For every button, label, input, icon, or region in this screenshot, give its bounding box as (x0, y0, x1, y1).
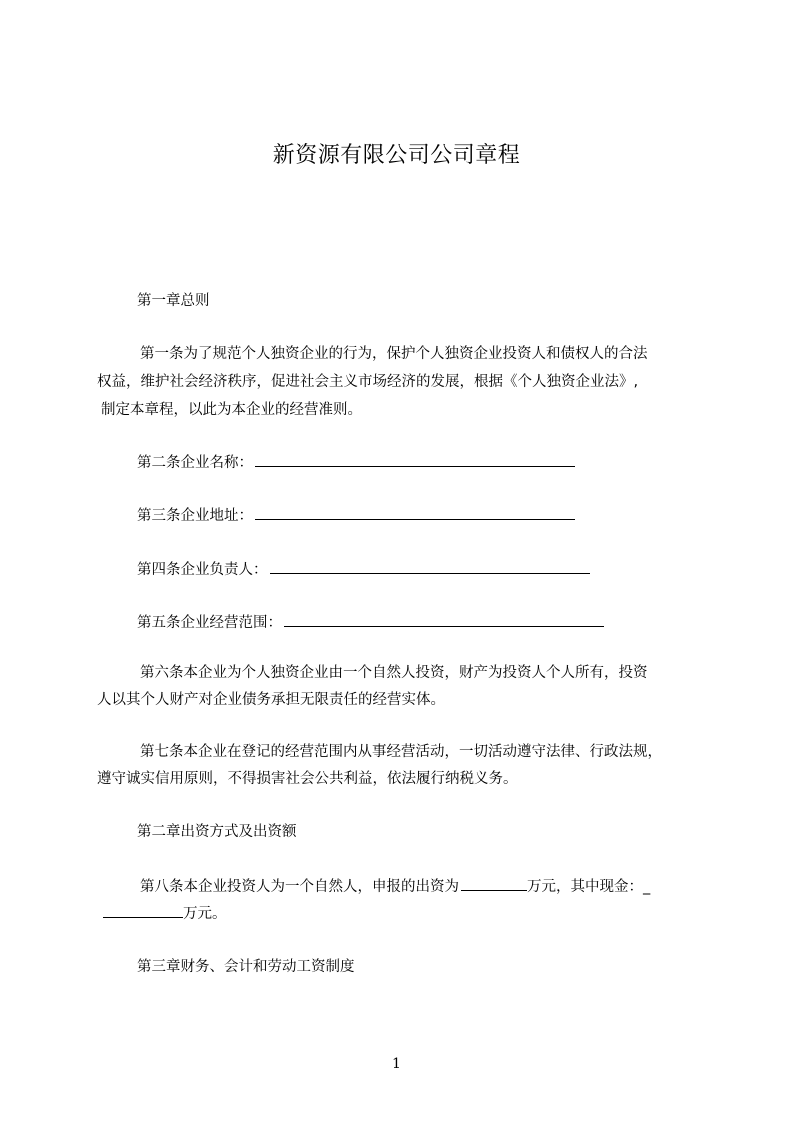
chapter-2-heading: 第二章出资方式及出资额 (137, 824, 297, 840)
article-7-line-2: 遵守诚实信用原则，不得损害社会公共利益，依法履行纳税义务。 (97, 771, 518, 787)
article-5-label: 第五条企业经营范围： (137, 615, 282, 631)
article-8-text-b: 万元，其中现金： (527, 879, 643, 895)
cash-amount-blank (103, 902, 183, 918)
article-2-label: 第二条企业名称： (137, 455, 253, 471)
article-4 (137, 558, 590, 581)
article-2 (137, 451, 575, 474)
article-8-text-c: _ (643, 879, 651, 895)
business-scope-blank (284, 611, 604, 627)
article-8-text-a: 第八条本企业投资人为一个自然人，申报的出资为 (140, 879, 459, 895)
article-1-line-3: 制定本章程，以此为本企业的经营准则。 (101, 402, 362, 418)
article-6-line-2: 人以其个人财产对企业债务承担无限责任的经营实体。 (97, 692, 445, 708)
company-principal-blank (270, 558, 590, 574)
article-6-line-1: 第六条本企业为个人独资企业由一个自然人投资，财产为投资人个人所有，投资 (140, 665, 648, 681)
article-7-line-1: 第七条本企业在登记的经营范围内从事经营活动，一切活动遵守法律、行政法规， (140, 744, 662, 760)
article-8-line-2 (103, 902, 227, 925)
article-4-label: 第四条企业负责人： (137, 562, 268, 578)
article-5 (137, 611, 604, 634)
company-address-blank (255, 504, 575, 520)
article-8-text-d: 万元。 (183, 906, 227, 922)
article-8-line-1 (140, 875, 650, 898)
document-title: 新资源有限公司公司章程 (272, 143, 521, 168)
article-1-line-1: 第一条为了规范个人独资企业的行为，保护个人独资企业投资人和债权人的合法 (140, 346, 648, 362)
company-name-blank (255, 451, 575, 467)
article-3-label: 第三条企业地址： (137, 508, 253, 524)
article-3 (137, 504, 575, 527)
capital-amount-blank (461, 875, 527, 891)
article-1-line-2: 权益，维护社会经济秩序，促进社会主义市场经济的发展，根据《个人独资企业法》, (97, 374, 639, 390)
chapter-3-heading: 第三章财务、会计和劳动工资制度 (137, 959, 355, 975)
page-number: 1 (392, 1056, 401, 1072)
chapter-1-heading: 第一章总则 (137, 293, 210, 309)
